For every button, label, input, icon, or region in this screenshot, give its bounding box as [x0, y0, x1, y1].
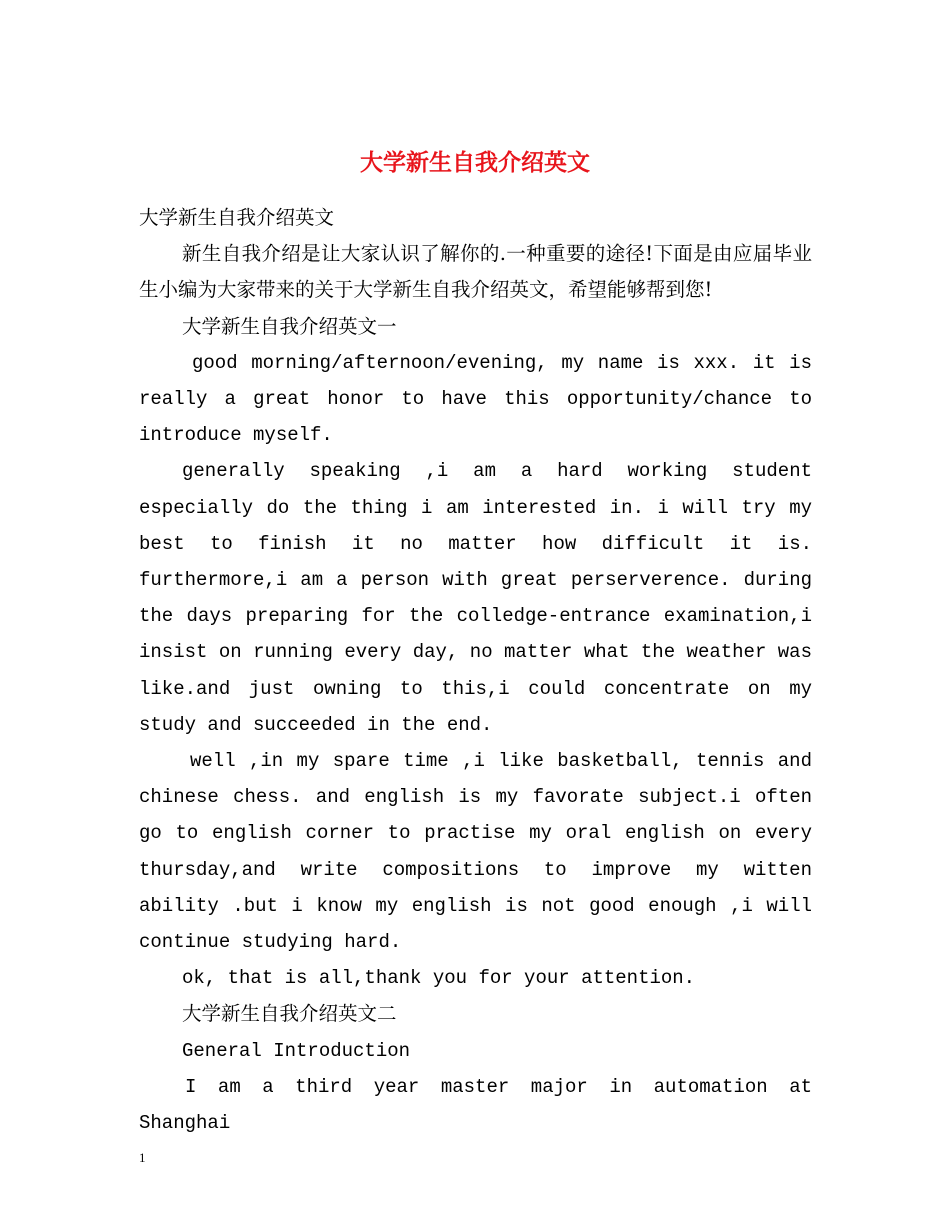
- document-title: 大学新生自我介绍英文: [360, 149, 590, 177]
- section-heading-two: 大学新生自我介绍英文二: [182, 1002, 397, 1026]
- greeting-paragraph: good morning/afternoon/evening, my name is xxx. it is really a great honor to have this opportunity/chance to introduce myself.: [139, 351, 812, 447]
- personality-paragraph: generally speaking ,i am a hard working student especially do the thing i am interested in. i will try my best to finish it no matter how difficult it is. furthermore,i am a person with great perserverence. during the days preparing for the colledge-entrance examination,i insist on running every day, no matter what the weather was like.and just owning to this,i could concentrate on my study and succeeded in the end.: [139, 460, 812, 736]
- document-body: [139, 200, 812, 1141]
- subtitle-paragraph: 大学新生自我介绍英文: [139, 206, 335, 229]
- closing-paragraph: ok, that is all,thank you for your attention.: [182, 967, 696, 990]
- general-introduction-heading: General Introduction: [182, 1039, 411, 1062]
- intro-paragraph: 新生自我介绍是让大家认识了解你的.一种重要的途径!下面是由应届毕业生小编为大家带来的关于大学新生自我介绍英文，希望能够帮到您!: [139, 242, 812, 302]
- section-heading-one: 大学新生自我介绍英文一: [182, 314, 397, 338]
- hobbies-paragraph: well ,in my spare time ,i like basketball, tennis and chinese chess. and english is my favorate subject.i often go to english corner to practise my oral english on every thursday,and write compositions to improve my witten ability .but i know my english is not good enough ,i will continue studying hard.: [139, 750, 812, 954]
- page-number: 1: [139, 1150, 146, 1165]
- master-major-paragraph: I am a third year master major in automation at Shanghai: [139, 1075, 812, 1135]
